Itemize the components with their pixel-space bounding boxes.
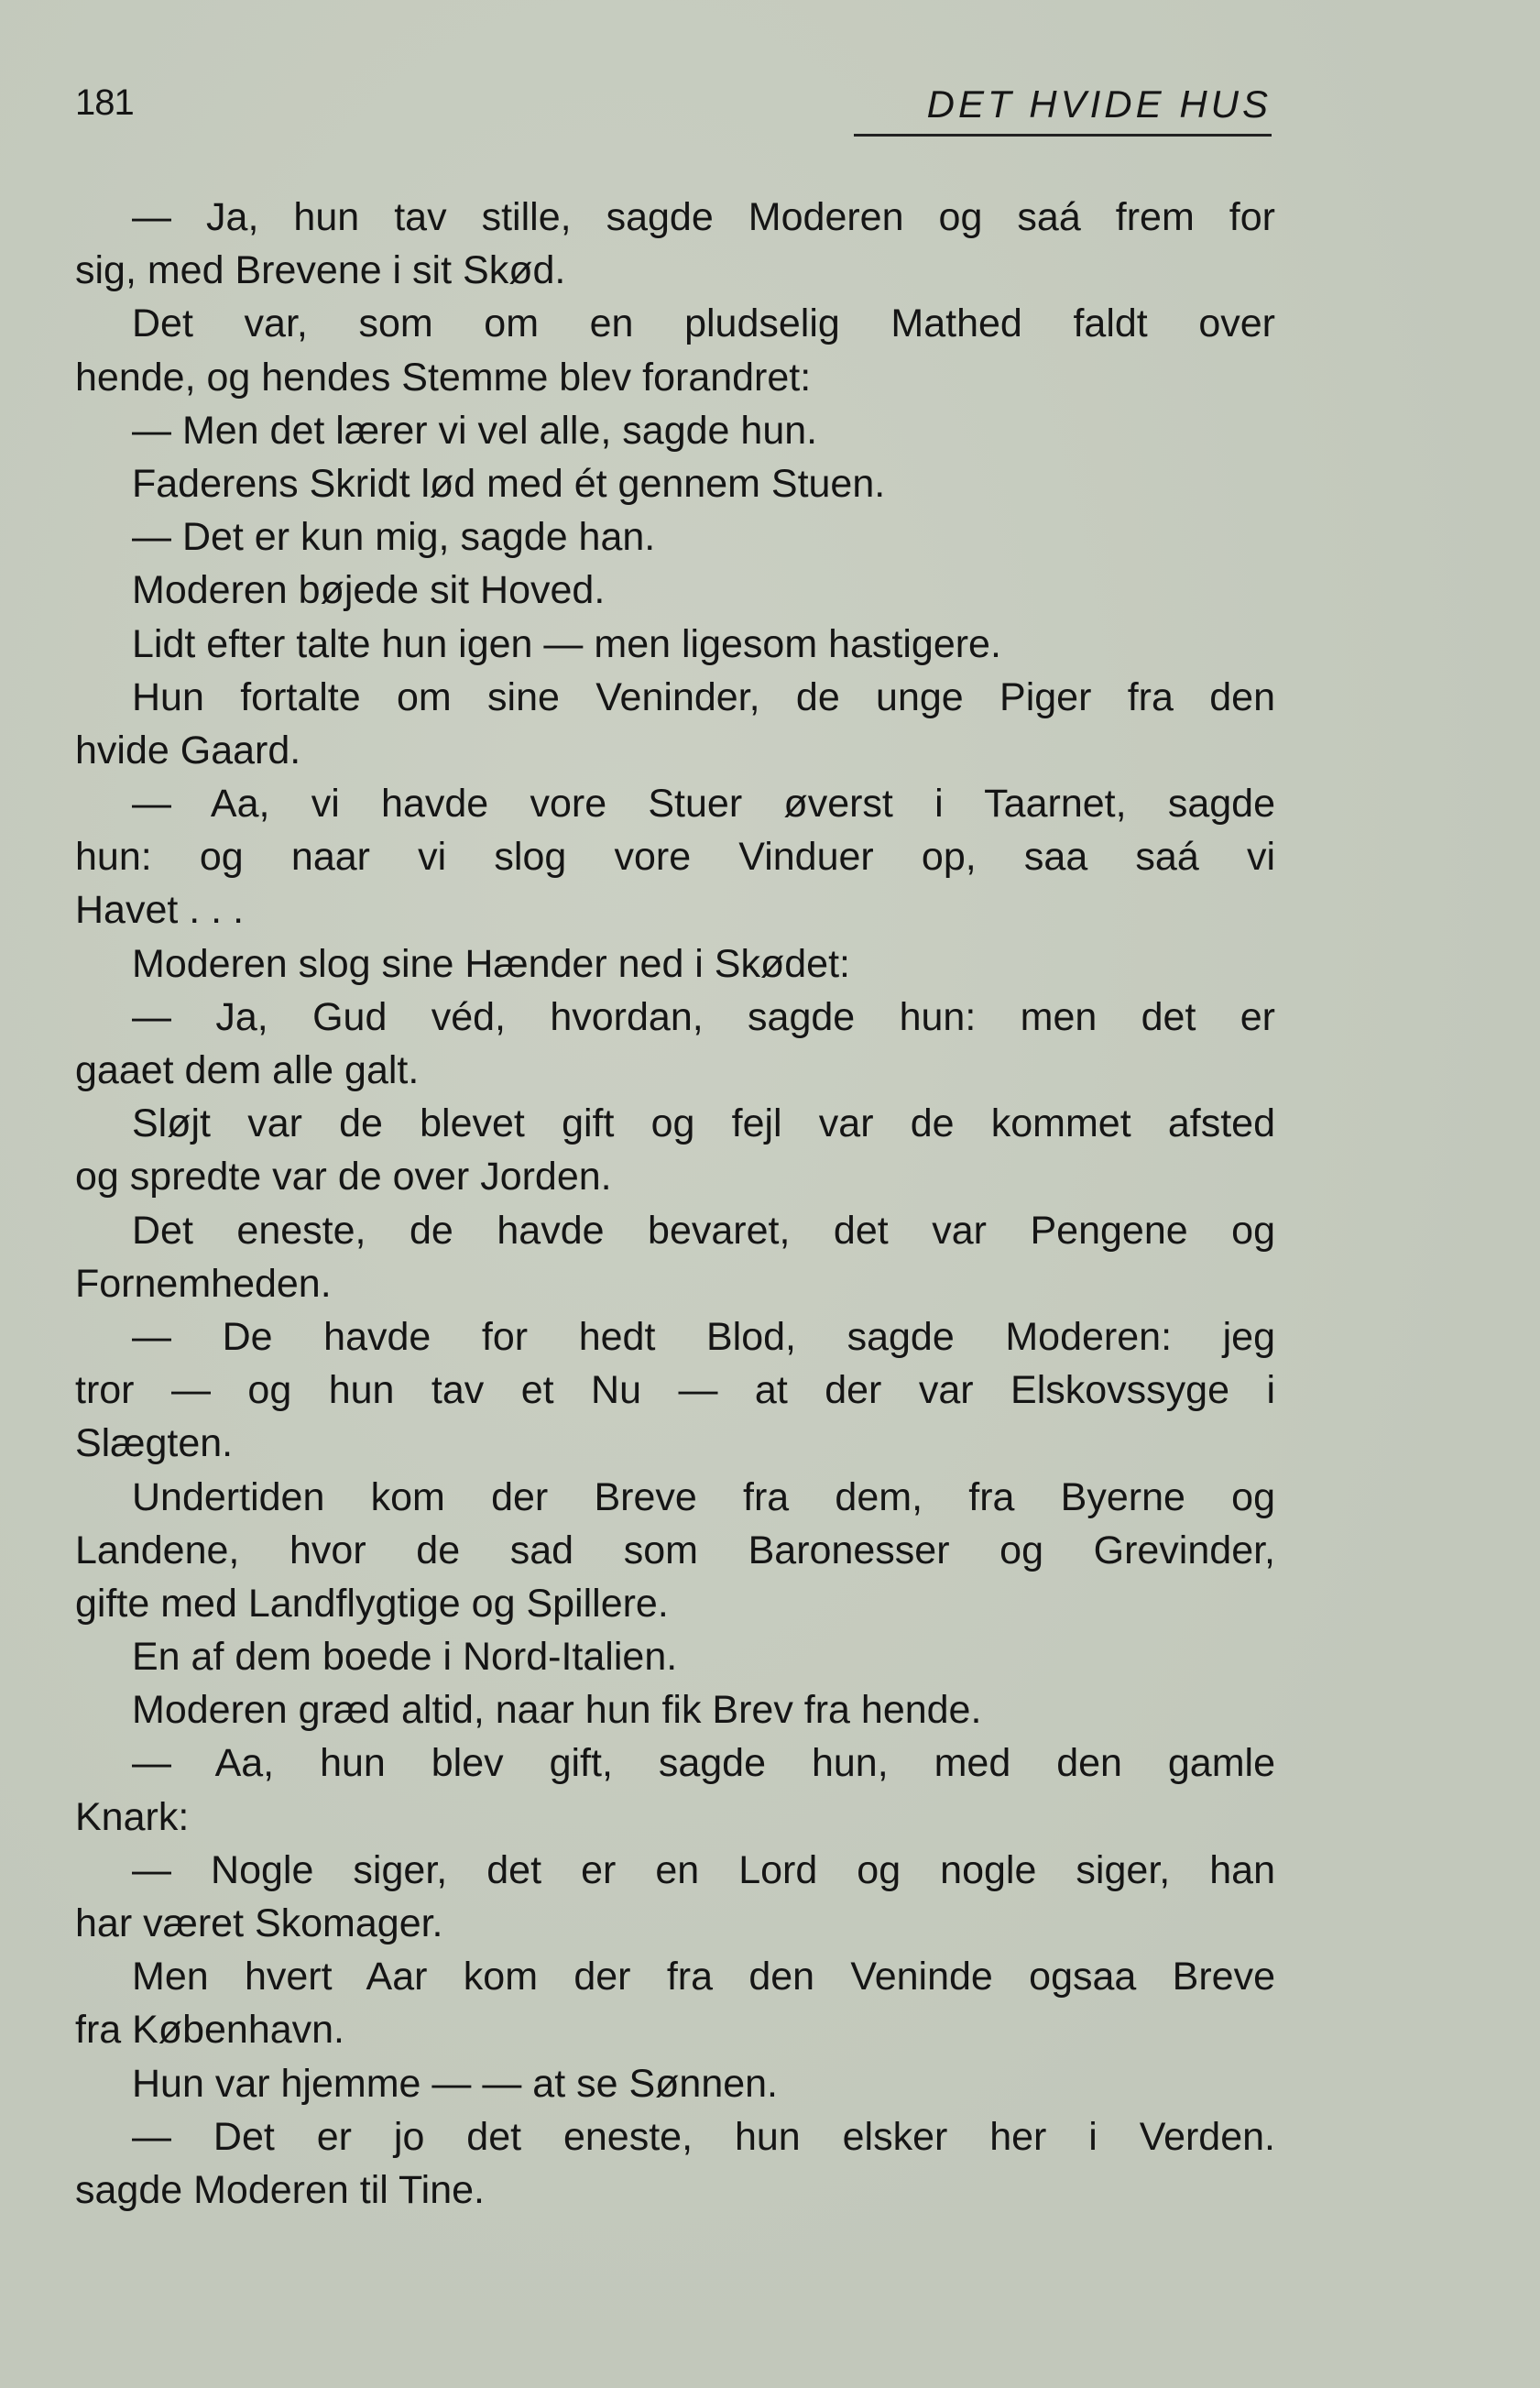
page-number: 181 [75, 82, 134, 123]
text-line: Hun var hjemme — — at se Sønnen. [132, 2061, 779, 2106]
text-line: gaaet dem alle galt. [75, 1048, 420, 1092]
text-line: hvide Gaard. [75, 728, 301, 772]
text-line: Moderen græd altid, naar hun fik Brev fra hende. [132, 1688, 982, 1733]
text-line: Det var, som om en pludselig Mathed faldt over [132, 301, 1275, 346]
text-line: tror — og hun tav et Nu — at der var Elskovssyge i [75, 1368, 1275, 1413]
text-line: Moderen bøjede sit Hoved. [132, 568, 606, 613]
text-line: — Det er jo det eneste, hun elsker her i Verden. [132, 2114, 1275, 2159]
text-line: Sløjt var de blevet gift og fejl var de kommet afsted [132, 1101, 1275, 1146]
text-line: hende, og hendes Stemme blev forandret: [75, 355, 812, 400]
text-line: hun: og naar vi slog vore Vinduer op, saa saá vi [75, 835, 1275, 880]
text-line: En af dem boede i Nord-Italien. [132, 1635, 678, 1680]
text-line: Landene, hvor de sad som Baronesser og Grevinder, [75, 1528, 1275, 1572]
text-line: Havet . . . [75, 888, 245, 933]
text-line: Moderen slog sine Hænder ned i Skødet: [132, 941, 850, 986]
text-line: — Aa, hun blev gift, sagde hun, med den gamle [132, 1741, 1275, 1786]
text-line: Undertiden kom der Breve fra dem, fra Byerne og [132, 1474, 1275, 1519]
text-line: Men hvert Aar kom der fra den Veninde ogsaa Breve [132, 1955, 1275, 1999]
text-line: Knark: [75, 1794, 190, 1839]
text-line: har været Skomager. [75, 1901, 443, 1945]
text-line: sagde Moderen til Tine. [75, 2167, 485, 2212]
page-header [75, 82, 1272, 141]
body-text [75, 191, 1275, 2217]
text-line: Det eneste, de havde bevaret, det var Pengene og [132, 1208, 1275, 1253]
text-line: Slægten. [75, 1421, 234, 1466]
running-title: DET HVIDE HUS [926, 82, 1272, 126]
text-line: Hun fortalte om sine Veninder, de unge Piger fra den [132, 674, 1275, 719]
text-line: fra København. [75, 2008, 345, 2053]
text-line: — De havde for hedt Blod, sagde Moderen: jeg [132, 1314, 1275, 1359]
text-line: — Men det lærer vi vel alle, sagde hun. [132, 408, 818, 453]
text-line: Faderens Skridt lød med ét gennem Stuen. [132, 461, 886, 506]
text-line: — Aa, vi havde vore Stuer øverst i Taarnet, sagde [132, 782, 1275, 827]
text-line: — Nogle siger, det er en Lord og nogle siger, han [132, 1847, 1275, 1892]
text-line: Lidt efter talte hun igen — men ligesom hastigere. [132, 621, 1001, 666]
text-line: — Ja, hun tav stille, sagde Moderen og saá frem for [132, 195, 1275, 239]
text-line: Fornemheden. [75, 1261, 332, 1306]
text-line: gifte med Landflygtige og Spillere. [75, 1581, 669, 1626]
text-line: sig, med Brevene i sit Skød. [75, 248, 566, 293]
text-line: og spredte var de over Jorden. [75, 1155, 612, 1199]
text-line: — Det er kun mig, sagde han. [132, 515, 656, 560]
header-rule [854, 134, 1272, 137]
text-line: — Ja, Gud véd, hvordan, sagde hun: men det er [132, 994, 1275, 1039]
